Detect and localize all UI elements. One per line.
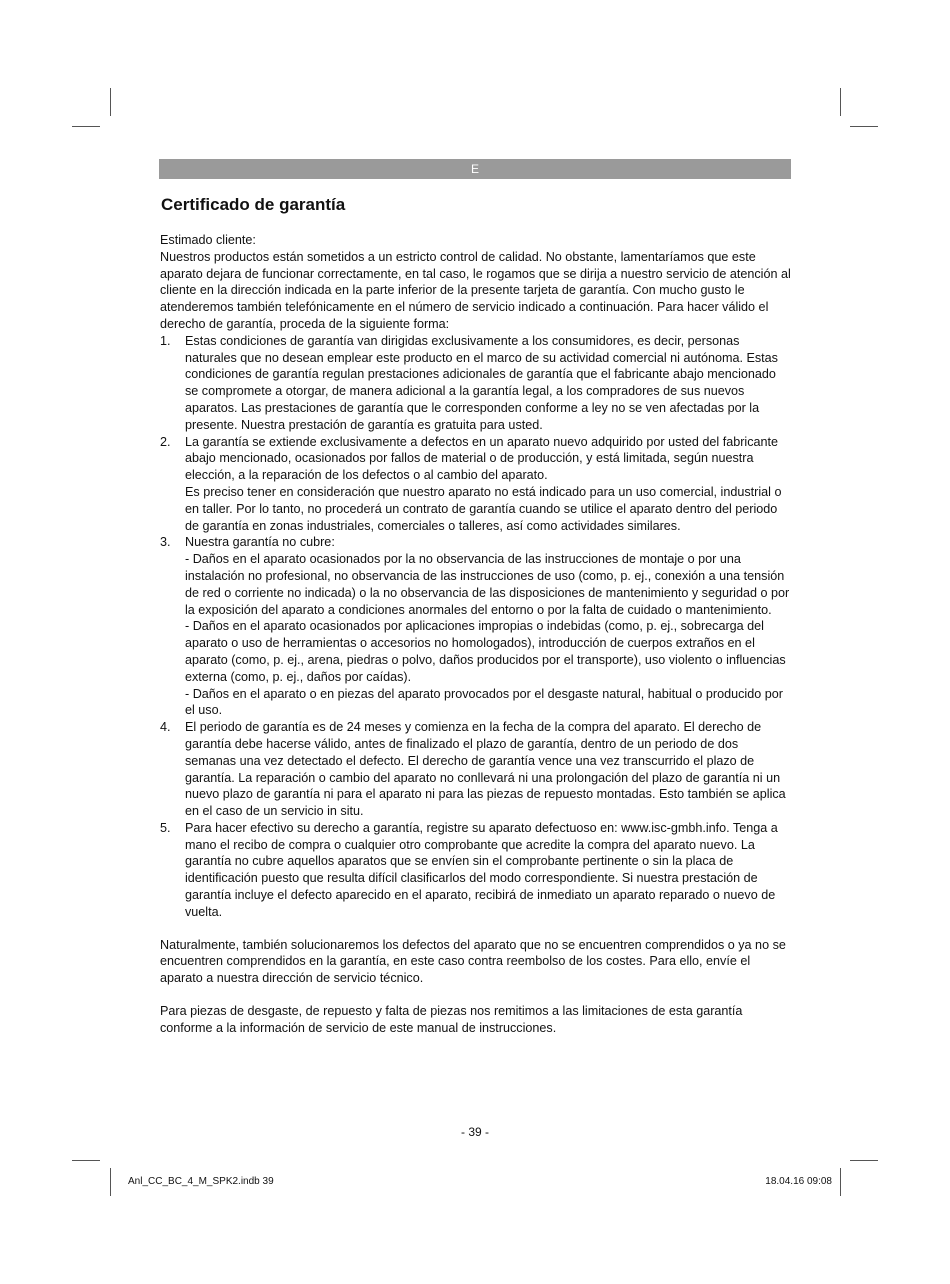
crop-mark bbox=[840, 1168, 841, 1196]
crop-mark bbox=[840, 88, 841, 116]
list-item-text: Para hacer efectivo su derecho a garantía, registre su aparato defectuoso en: www.isc-gmbh.info. Tenga a mano el recibo de compra o cualquier otro comprobante que acredite la compra del aparato nuevo. La garantía no cubre aquellos aparatos que se envíen sin el comprobante pertinente o sin la placa de identificación puesto que resulta difícil clasificarlos del modo correspondiente. Si nuestra prestación de garantía incluye el defecto aparecido en el aparato, recibirá de inmediato un aparato reparado o nuevo de vuelta. bbox=[185, 820, 778, 919]
language-code: E bbox=[470, 162, 479, 176]
list-item bbox=[160, 719, 792, 820]
list-item bbox=[160, 534, 792, 719]
list-item-number: 2. bbox=[160, 434, 171, 449]
list-item-number: 5. bbox=[160, 820, 171, 835]
list-item-text: - Daños en el aparato ocasionados por aplicaciones impropias o indebidas (como, p. ej., sobrecarga del aparato o uso de herramientas o accesorios no homologados), introducción de cuerpos extraños en el aparato (como, p. ej., arena, piedras o polvo, daños producidos por el transporte), uso violento o influencias externa (como, p. ej., daños por caídas). bbox=[185, 619, 786, 684]
list-item-text: Es preciso tener en consideración que nuestro aparato no está indicado para un uso comercial, industrial o en taller. Por lo tanto, no procederá un contrato de garantía cuando se utilice el aparato dentro del periodo de garantía en zonas industriales, comerciales o talleres, así como actividades similares. bbox=[185, 484, 782, 533]
document-body bbox=[160, 232, 792, 1037]
list-item-number: 1. bbox=[160, 333, 171, 348]
list-item-text: - Daños en el aparato o en piezas del aparato provocados por el desgaste natural, habitual o producido por el uso. bbox=[185, 686, 783, 718]
language-bar bbox=[159, 159, 791, 179]
list-item bbox=[160, 820, 792, 921]
list-item-text: - Daños en el aparato ocasionados por la no observancia de las instrucciones de montaje o por una instalación no profesional, no observancia de las instrucciones de uso (como, p. ej., conexión a una tensión de red o corriente no indicada) o la no observancia de las disposiciones de mantenimiento y seguridad o por la exposición del aparato a condiciones anormales del entorno o por la falta de cuidado o mantenimiento. bbox=[185, 552, 790, 617]
list-item-text: Nuestra garantía no cubre: bbox=[185, 535, 335, 550]
list-item bbox=[160, 333, 792, 434]
footer-filename: Anl_CC_BC_4_M_SPK2.indb 39 bbox=[128, 1176, 274, 1187]
list-item-number: 4. bbox=[160, 720, 171, 735]
crop-mark bbox=[110, 1168, 111, 1196]
crop-mark bbox=[72, 126, 100, 127]
crop-mark bbox=[850, 1160, 878, 1161]
list-item-number: 3. bbox=[160, 535, 171, 550]
closing-paragraph: Naturalmente, también solucionaremos los defectos del aparato que no se encuentren comprendidos o ya no se encuentren comprendidos en la garantía, en este caso contra reembolso de los costes. Para ello, envíe el aparato a nuestra dirección de servicio técnico. bbox=[160, 937, 786, 986]
footer-date: 18.04.16 09:08 bbox=[765, 1176, 832, 1187]
salutation: Estimado cliente: bbox=[160, 233, 256, 247]
crop-mark bbox=[850, 126, 878, 127]
list-item bbox=[160, 434, 792, 535]
page-title: Certificado de garantía bbox=[161, 195, 346, 214]
crop-mark bbox=[72, 1160, 100, 1161]
list-item-text: La garantía se extiende exclusivamente a defectos en un aparato nuevo adquirido por usted del fabricante abajo mencionado, ocasionados por fallos de material o de producción, y está limitada, según nuestra elección, a la reparación de los defectos o al cambio del aparato. bbox=[185, 434, 779, 483]
crop-mark bbox=[110, 88, 111, 116]
intro-paragraph: Nuestros productos están sometidos a un estricto control de calidad. No obstante, lamentaríamos que este aparato dejara de funcionar correctamente, en tal caso, le rogamos que se dirija a nuestro servicio de atención al cliente en la dirección indicada en la parte inferior de la presente tarjeta de garantía. Con mucho gusto le atenderemos también telefónicamente en el número de servicio indicado a continuación. Para hacer válido el derecho de garantía, proceda de la siguiente forma: bbox=[160, 249, 791, 331]
list-item-text: Estas condiciones de garantía van dirigidas exclusivamente a los consumidores, es decir, personas naturales que no desean emplear este producto en el marco de su actividad comercial ni autónoma. Estas condiciones de garantía regulan prestaciones adicionales de garantía que el fabricante abajo mencionado se compromete a otorgar, de manera adicional a la garantía legal, a los compradores de sus nuevos aparatos. Las prestaciones de garantía que le corresponden conforme a ley no se ven afectadas por la presente. Nuestra prestación de garantía es gratuita para usted. bbox=[185, 333, 778, 432]
page-number: - 39 - bbox=[460, 1125, 489, 1139]
conditions-list bbox=[160, 333, 792, 921]
list-item-text: El periodo de garantía es de 24 meses y comienza en la fecha de la compra del aparato. El derecho de garantía debe hacerse válido, antes de finalizado el plazo de garantía, dentro de un periodo de dos semanas una vez detectado el defecto. El derecho de garantía vence una vez transcurrido el plazo de garantía. La reparación o cambio del aparato no conllevará ni una prolongación del plazo de garantía ni un nuevo plazo de garantía ni para el aparato ni para las piezas de repuesto montadas. Esto también se aplica en el caso de un servicio in situ. bbox=[185, 720, 786, 819]
closing-paragraph: Para piezas de desgaste, de repuesto y falta de piezas nos remitimos a las limitaciones de esta garantía conforme a la información de servicio de este manual de instrucciones. bbox=[160, 1004, 743, 1035]
